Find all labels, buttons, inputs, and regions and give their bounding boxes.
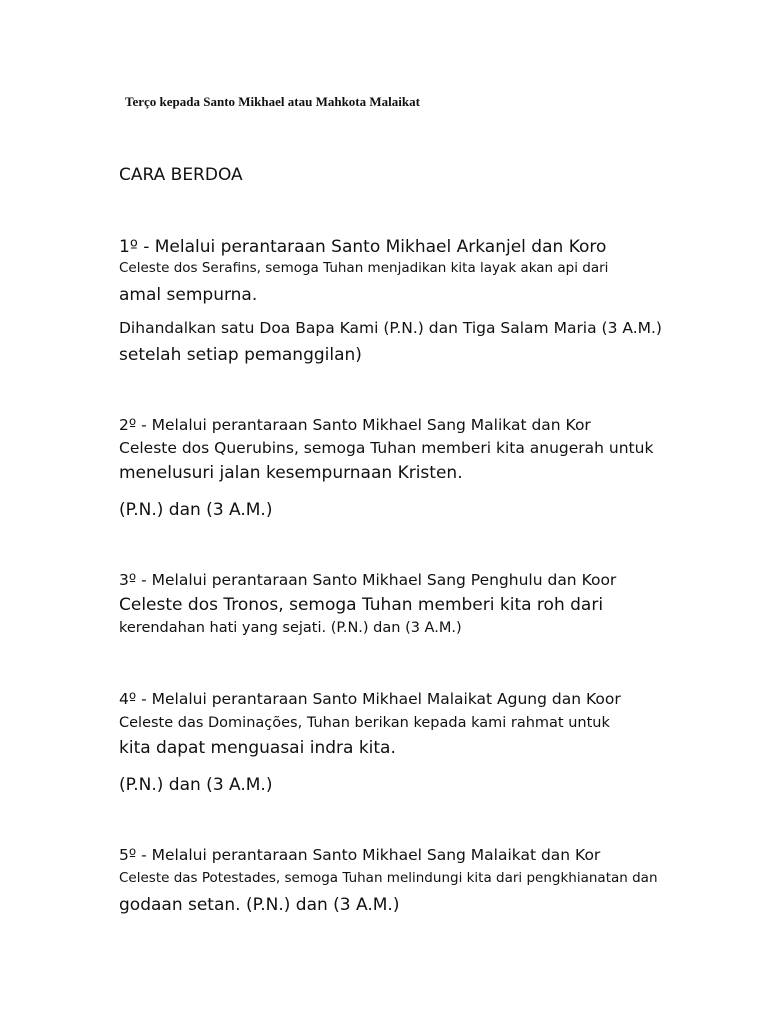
prayer-2-line-1: 2º - Melalui perantaraan Santo Mikhael Sang Malikat dan Kor <box>119 416 591 434</box>
prayer-3-line-2: Celeste dos Tronos, semoga Tuhan memberi kita roh dari <box>119 595 604 615</box>
prayer-2-line-4: (P.N.) dan (3 A.M.) <box>119 500 273 520</box>
prayer-5-line-3: godaan setan. (P.N.) dan (3 A.M.) <box>119 895 400 915</box>
prayer-3-line-3: kerendahan hati yang sejati. (P.N.) dan (3 A.M.) <box>119 620 462 636</box>
prayer-4-line-2: Celeste das Dominações, Tuhan berikan kepada kami rahmat untuk <box>119 715 610 731</box>
prayer-4-line-1: 4º - Melalui perantaraan Santo Mikhael Malaikat Agung dan Koor <box>119 690 621 708</box>
prayer-2-line-2: Celeste dos Querubins, semoga Tuhan memberi kita anugerah untuk <box>119 439 654 457</box>
prayer-1-line-5: setelah setiap pemanggilan) <box>119 345 362 365</box>
document-title: Terço kepada Santo Mikhael atau Mahkota Malaikat <box>125 94 420 109</box>
prayer-5-line-2: Celeste das Potestades, semoga Tuhan melindungi kita dari pengkhianatan dan <box>119 870 658 886</box>
prayer-5-line-1: 5º - Melalui perantaraan Santo Mikhael Sang Malaikat dan Kor <box>119 846 601 864</box>
prayer-2-line-3: menelusuri jalan kesempurnaan Kristen. <box>119 463 463 483</box>
prayer-1-line-4: Dihandalkan satu Doa Bapa Kami (P.N.) dan Tiga Salam Maria (3 A.M.) <box>119 319 662 337</box>
section-heading: CARA BERDOA <box>119 165 243 185</box>
prayer-4-line-3: kita dapat menguasai indra kita. <box>119 738 396 758</box>
prayer-1-line-1: 1º - Melalui perantaraan Santo Mikhael Arkanjel dan Koro <box>119 237 607 257</box>
prayer-4-line-4: (P.N.) dan (3 A.M.) <box>119 775 273 795</box>
prayer-3-line-1: 3º - Melalui perantaraan Santo Mikhael Sang Penghulu dan Koor <box>119 571 617 589</box>
prayer-1-line-3: amal sempurna. <box>119 285 258 305</box>
prayer-1-line-2: Celeste dos Serafins, semoga Tuhan menjadikan kita layak akan api dari <box>119 260 609 276</box>
